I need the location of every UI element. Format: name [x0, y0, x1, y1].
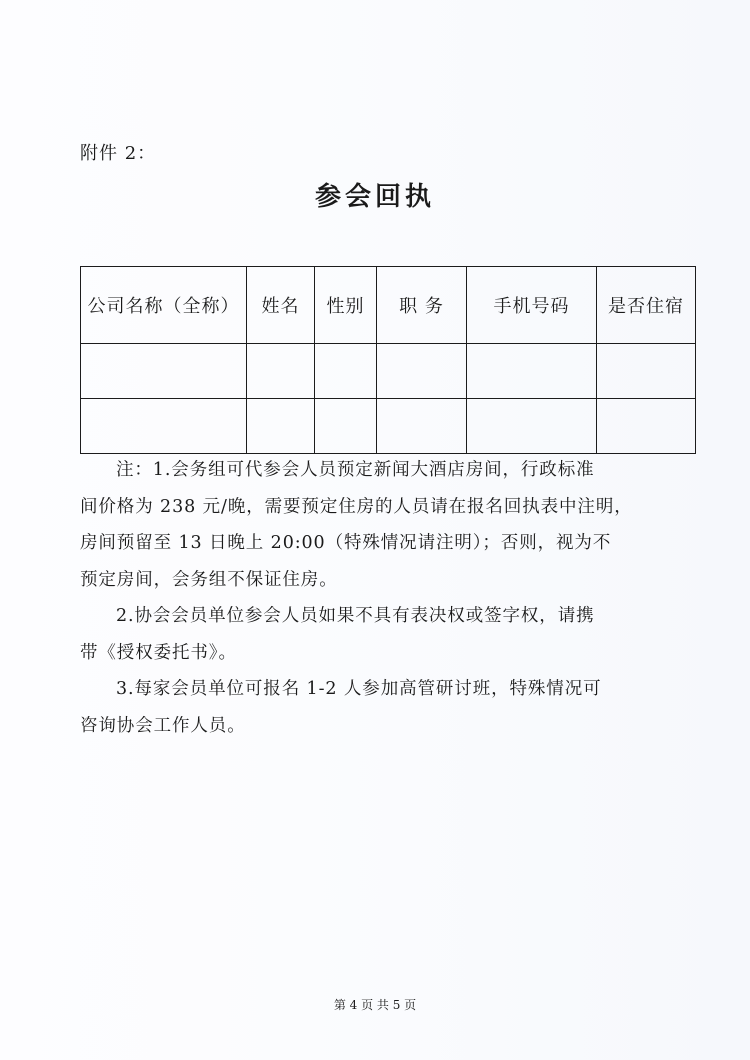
registration-receipt-table: [80, 266, 696, 454]
note-line: 预定房间，会务组不保证住房。: [80, 569, 338, 590]
note-line: 咨询协会工作人员。: [80, 715, 246, 736]
note-line: 间价格为 238 元/晚，需要预定住房的人员请在报名回执表中注明，: [80, 496, 633, 517]
note-line: 3.每家会员单位可报名 1-2 人参加高管研讨班，特殊情况可: [116, 679, 602, 699]
table-cell: [467, 344, 597, 399]
table-cell: [467, 399, 597, 454]
header-position: 职 务: [377, 267, 467, 344]
header-company-name: 公司名称（全称）: [81, 267, 247, 344]
page-number-footer: 第 4 页 共 5 页: [333, 998, 417, 1012]
table-cell: [597, 399, 696, 454]
table-cell: [315, 344, 377, 399]
header-phone: 手机号码: [467, 267, 597, 344]
header-gender: 性别: [315, 267, 377, 344]
header-name: 姓名: [247, 267, 315, 344]
attachment-label: 附件 2：: [80, 143, 157, 164]
page-title: 参会回执: [314, 182, 435, 212]
table-cell: [377, 344, 467, 399]
table-cell: [81, 344, 247, 399]
note-line: 2.协会会员单位参会人员如果不具有表决权或签字权，请携: [116, 606, 595, 626]
note-line: 房间预留至 13 日晚上 20:00（特殊情况请注明）；否则，视为不: [80, 533, 612, 553]
header-accommodation: 是否住宿: [597, 267, 696, 344]
table-row: [81, 399, 696, 454]
table-cell: [597, 344, 696, 399]
notes-section: [80, 452, 680, 744]
note-line: 注：1.会务组可代参会人员预定新闻大酒店房间，行政标准: [116, 460, 595, 480]
note-line: 带《授权委托书》。: [80, 642, 237, 663]
table-row: [81, 344, 696, 399]
table-cell: [81, 399, 247, 454]
table-cell: [315, 399, 377, 454]
table-cell: [247, 399, 315, 454]
table-header-row: [81, 267, 696, 344]
table-cell: [377, 399, 467, 454]
table-cell: [247, 344, 315, 399]
